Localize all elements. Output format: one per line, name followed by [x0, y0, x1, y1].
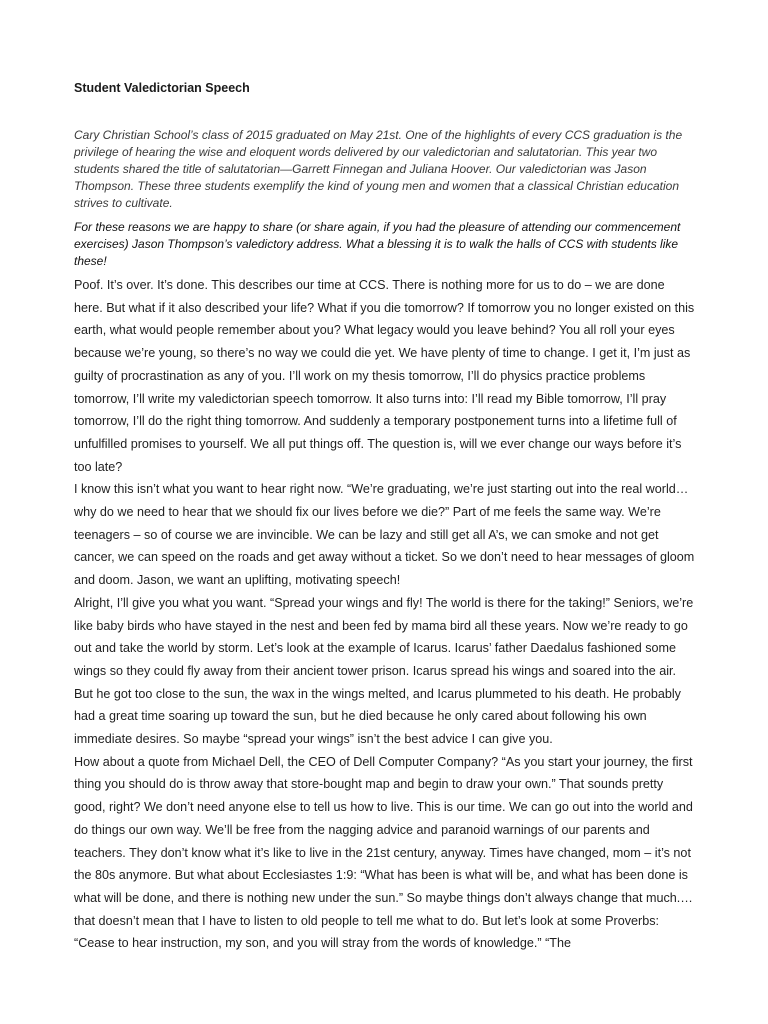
speech-paragraph: Poof. It’s over. It’s done. This describes our time at CCS. There is nothing more for us to do – we are done here. But what if it also described your life? What if you die tomorrow? If tomorrow you no longer existed on this earth, what would people remember about you? What legacy would you leave behind? You all roll your eyes because we’re young, so there’s no way we could die yet. We have plenty of time to change. I get it, I’m just as guilty of procrastination as any of you. I’ll work on my thesis tomorrow, I’ll do physics practice problems tomorrow, I’ll write my valedictorian speech tomorrow. It also turns into: I’ll read my Bible tomorrow, I’ll pray tomorrow, I’ll do the right thing tomorrow. And suddenly a temporary postponement turns into a lifetime full of unfulfilled promises to yourself. We all put things off. The question is, will we ever change our ways before it’s too late?	[74, 278, 695, 474]
speech-paragraph: I know this isn’t what you want to hear right now. “We’re graduating, we’re just starting out into the real world… why do we need to hear that we should fix our lives before we die?” Part of me feels the same way. We’re teenagers – so of course we are invincible. We can be lazy and still get all A’s, we can smoke and not get cancer, we can speed on the roads and get away without a ticket. So we don’t need to hear messages of gloom and doom. Jason, we want an uplifting, motivating speech!	[74, 482, 695, 588]
speech-paragraph: How about a quote from Michael Dell, the CEO of Dell Computer Company? “As you start your journey, the first thing you should do is throw away that store-bought map and begin to draw your own.” That sounds pretty good, right? We don’t need anyone else to tell us how to live. This is our time. We can go out into the world and do things our own way. We’ll be free from the nagging advice and paranoid warnings of our parents and teachers. They don’t know what it’s like to live in the 21st century, anyway. Times have changed, mom – it’s not the 80s anymore. But what about Ecclesiastes 1:9: “What has been is what will be, and what has been done is what will be done, and there is nothing new under the sun.” So maybe things don’t always change that much.… that doesn’t mean that I have to listen to old people to tell me what to do. But let’s look at some Proverbs: “Cease to hear instruction, my son, and you will stray from the words of knowledge.” “The	[74, 754, 693, 951]
document-page	[74, 79, 696, 955]
document-title: Student Valedictorian Speech	[74, 81, 250, 95]
intro-paragraph-2: For these reasons we are happy to share (or share again, if you had the pleasure of attending our commencement exercises) Jason Thompson’s valedictory address. What a blessing it is to walk the halls of CCS with students like these!	[74, 220, 681, 268]
intro-paragraph: Cary Christian School’s class of 2015 graduated on May 21st. One of the highlights of every CCS graduation is the privilege of hearing the wise and eloquent words delivered by our valedictorian and salutatorian. This year two students shared the title of salutatorian—Garrett Finnegan and Juliana Hoover. Our valedictorian was Jason Thompson. These three students exemplify the kind of young men and women that a classical Christian education strives to cultivate.	[74, 128, 683, 210]
speech-paragraph: Alright, I’ll give you what you want. “Spread your wings and fly! The world is there for the taking!” Seniors, we’re like baby birds who have stayed in the nest and been fed by mama bird all these years. Now we’re ready to go out and take the world by storm. Let’s look at the example of Icarus. Icarus’ father Daedalus fashioned some wings so they could fly away from their ancient tower prison. Icarus spread his wings and soared into the air. But he got too close to the sun, the wax in the wings melted, and Icarus plummeted to his death. He probably had a great time soaring up toward the sun, but he died because he only cared about following his own immediate desires. So maybe “spread your wings” isn’t the best advice I can give you.	[74, 595, 694, 747]
